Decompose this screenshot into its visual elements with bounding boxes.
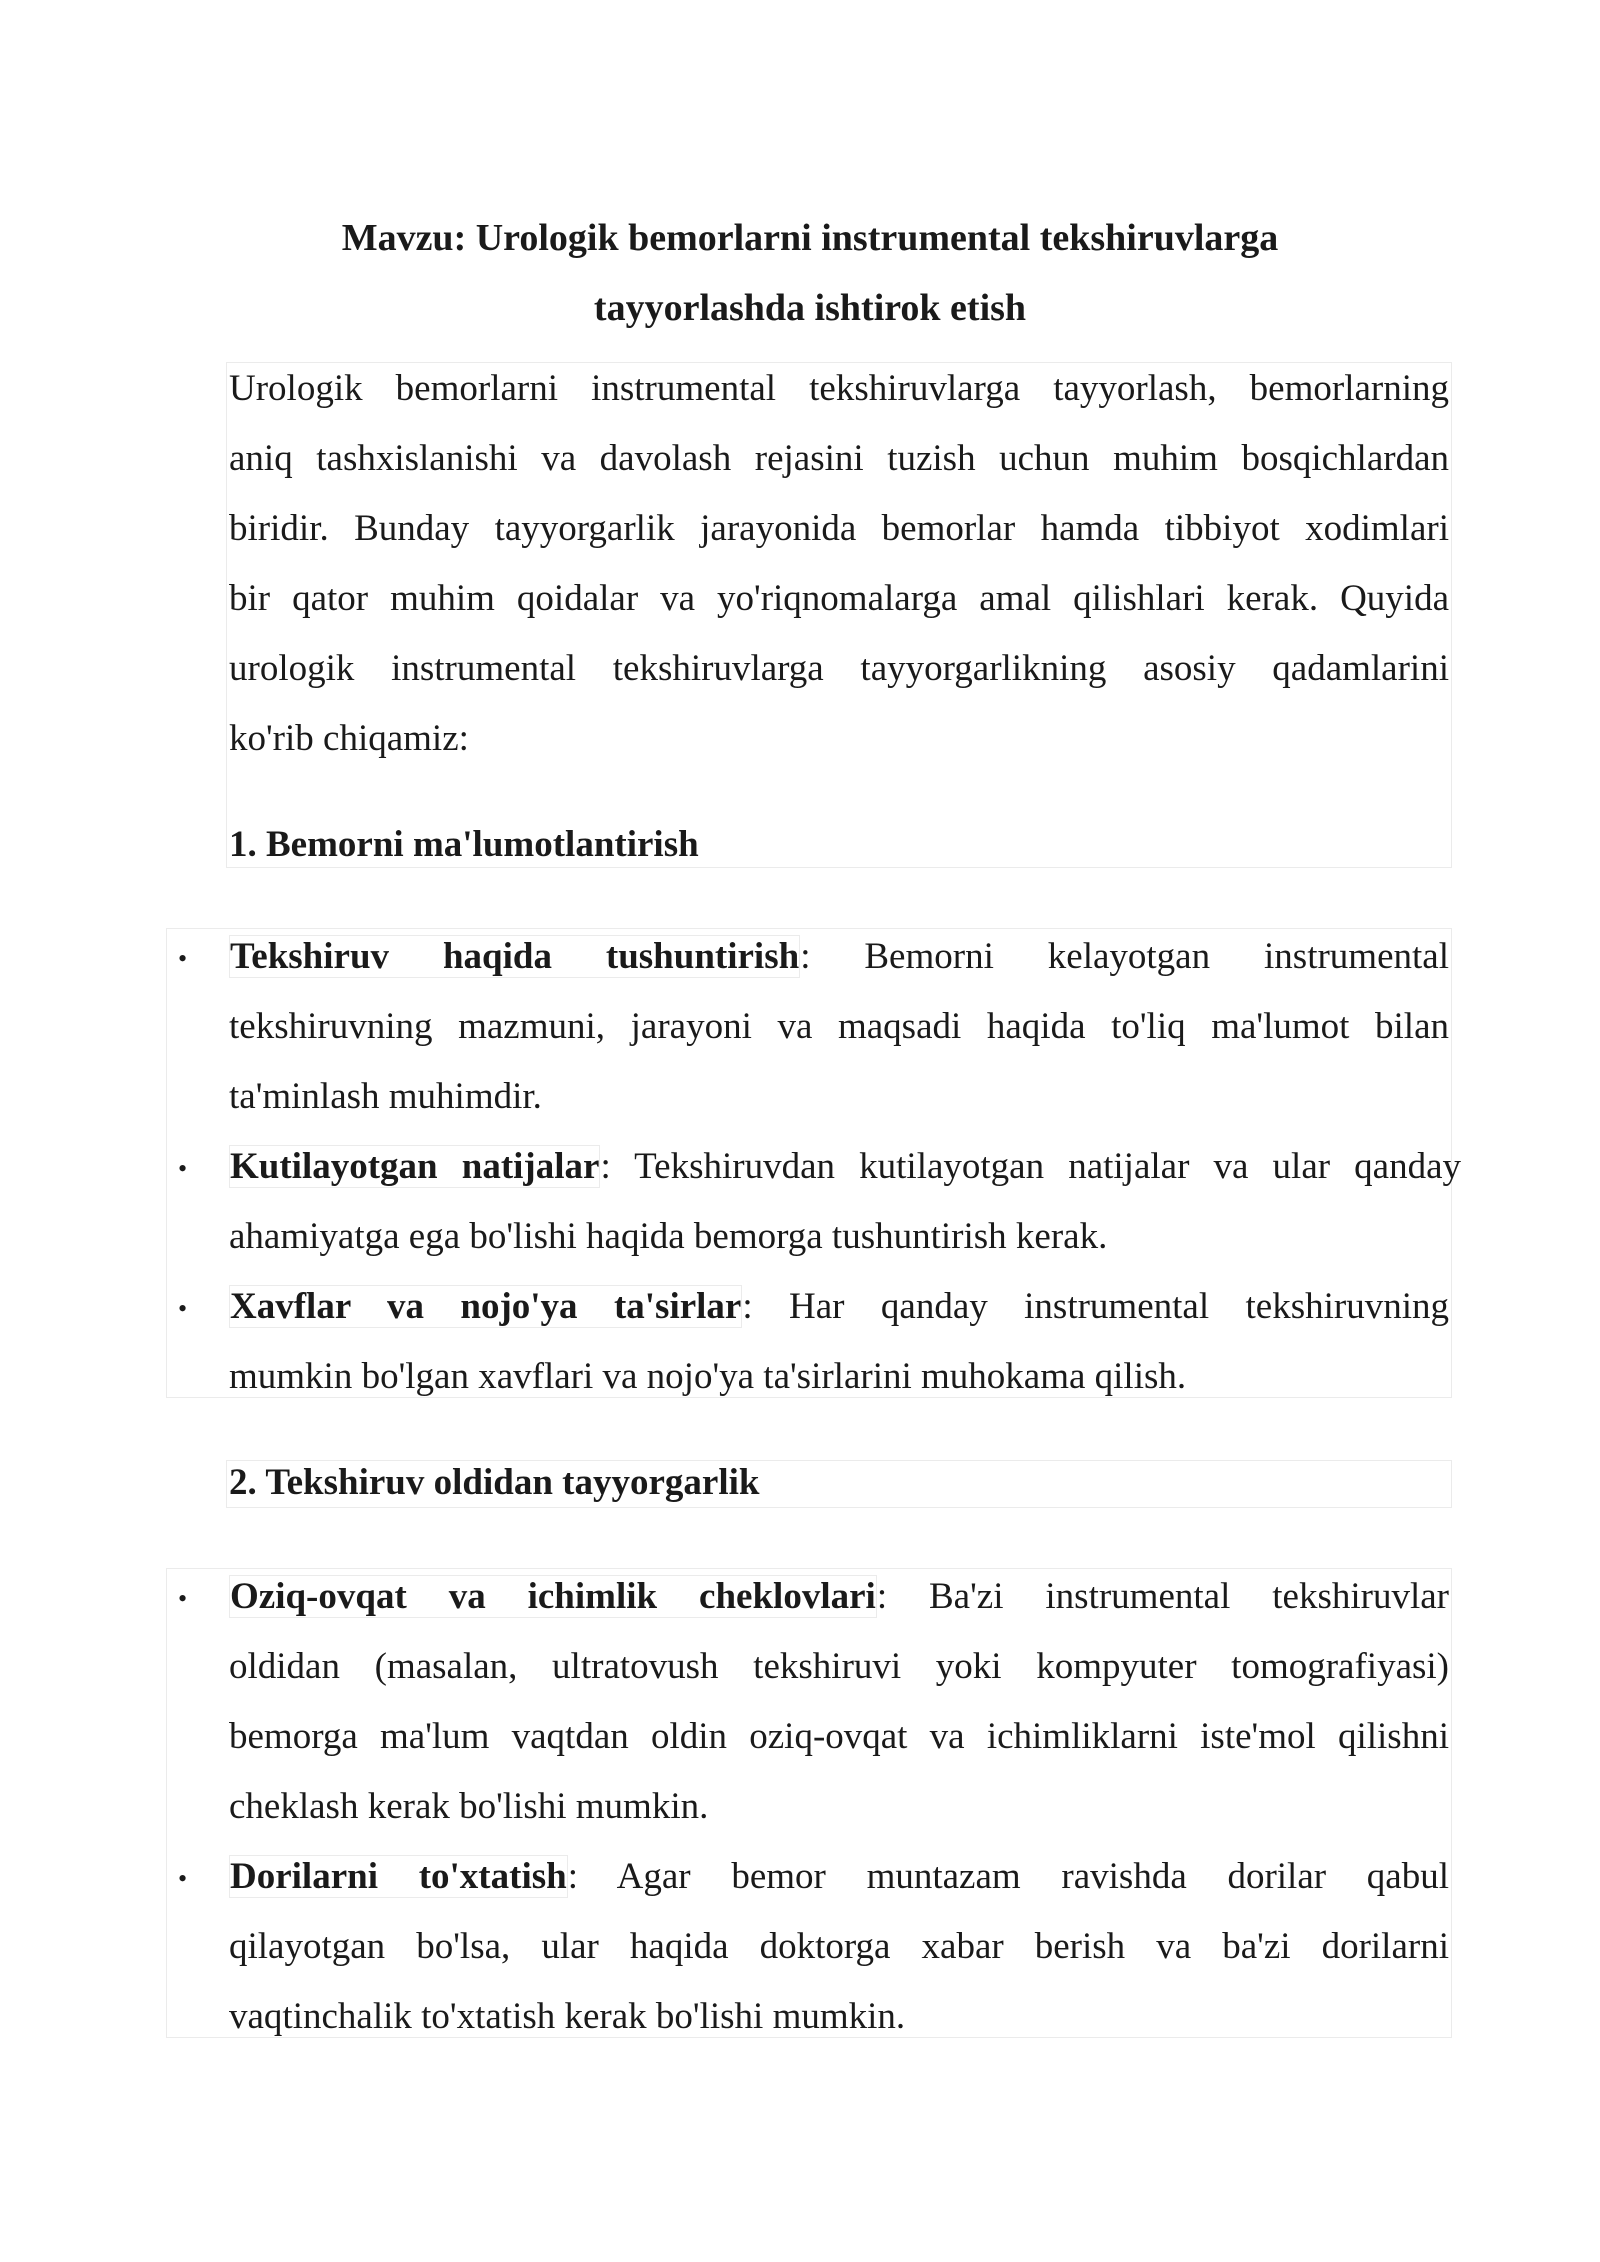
list-item-first-line [229,1272,1449,1342]
list-item [229,922,1449,1132]
list-item-line: ahamiyatga ega bo'lishi haqida bemorga tushuntirish kerak. [229,1216,1108,1257]
intro-line: urologik instrumental tekshiruvlarga tayyorgarlikning asosiy qadamlarini [229,648,1449,689]
intro-line: biridir. Bunday tayyorgarlik jarayonida bemorlar hamda tibbiyot xodimlari [229,508,1449,549]
list-item-first-rest: : Agar bemor muntazam ravishda dorilar qabul [567,1856,1449,1897]
list-item-term: Kutilayotgan natijalar [230,1146,600,1187]
list-item-first-rest: : Ba'zi instrumental tekshiruvlar [876,1576,1449,1617]
list-item [229,1842,1449,2052]
list-item-first-line [229,922,1449,992]
list-item [229,1562,1449,1842]
bullet-marker: • [178,1584,188,1613]
bullet-marker: • [178,1294,188,1323]
page-title [230,203,1390,343]
intro-line: bir qator muhim qoidalar va yo'riqnomalarga amal qilishlari kerak. Quyida [229,578,1449,619]
list-item-first-line [229,1132,1461,1202]
intro-line: aniq tashxislanishi va davolash rejasini tuzish uchun muhim bosqichlardan [229,438,1449,479]
list-item-first-rest: : Tekshiruvdan kutilayotgan natijalar va ular qanday [600,1146,1462,1187]
section-2-heading: 2. Tekshiruv oldidan tayyorgarlik [229,1462,760,1503]
bullet-marker: • [178,1154,188,1183]
bullet-marker: • [178,944,188,973]
list-item [229,1272,1449,1412]
list-item-line: tekshiruvning mazmuni, jarayoni va maqsadi haqida to'liq ma'lumot bilan [229,1006,1449,1047]
list-item-line: qilayotgan bo'lsa, ular haqida doktorga xabar berish va ba'zi dorilarni [229,1926,1449,1967]
list-item-term: Xavflar va nojo'ya ta'sirlar [230,1286,742,1327]
list-item-line: cheklash kerak bo'lishi mumkin. [229,1786,709,1827]
list-item-term: Tekshiruv haqida tushuntirish [230,936,800,977]
intro-paragraph [229,354,1449,774]
title-line-1: Mavzu: Urologik bemorlarni instrumental tekshiruvlarga [341,217,1279,259]
list-item-line: bemorga ma'lum vaqtdan oldin oziq-ovqat va ichimliklarni iste'mol qilishni [229,1716,1449,1757]
section-1-heading: 1. Bemorni ma'lumotlantirish [229,824,699,865]
bullet-marker: • [178,1864,188,1893]
title-line-2: tayyorlashda ishtirok etish [593,287,1027,329]
list-item [229,1132,1461,1272]
list-item-first-rest: : Har qanday instrumental tekshiruvning [742,1286,1449,1327]
list-item-first-rest: : Bemorni kelayotgan instrumental [800,936,1449,977]
intro-line: Urologik bemorlarni instrumental tekshiruvlarga tayyorlash, bemorlarning [229,368,1449,409]
list-item-line: vaqtinchalik to'xtatish kerak bo'lishi mumkin. [229,1996,906,2037]
list-item-term: Dorilarni to'xtatish [230,1856,567,1897]
intro-line: ko'rib chiqamiz: [229,718,469,759]
list-item-first-line [229,1842,1449,1912]
list-item-line: oldidan (masalan, ultratovush tekshiruvi yoki kompyuter tomografiyasi) [229,1646,1449,1687]
list-item-line: mumkin bo'lgan xavflari va nojo'ya ta'sirlarini muhokama qilish. [229,1356,1187,1397]
list-item-line: ta'minlash muhimdir. [229,1076,542,1117]
list-item-term: Oziq-ovqat va ichimlik cheklovlari [230,1576,876,1617]
list-item-first-line [229,1562,1449,1632]
